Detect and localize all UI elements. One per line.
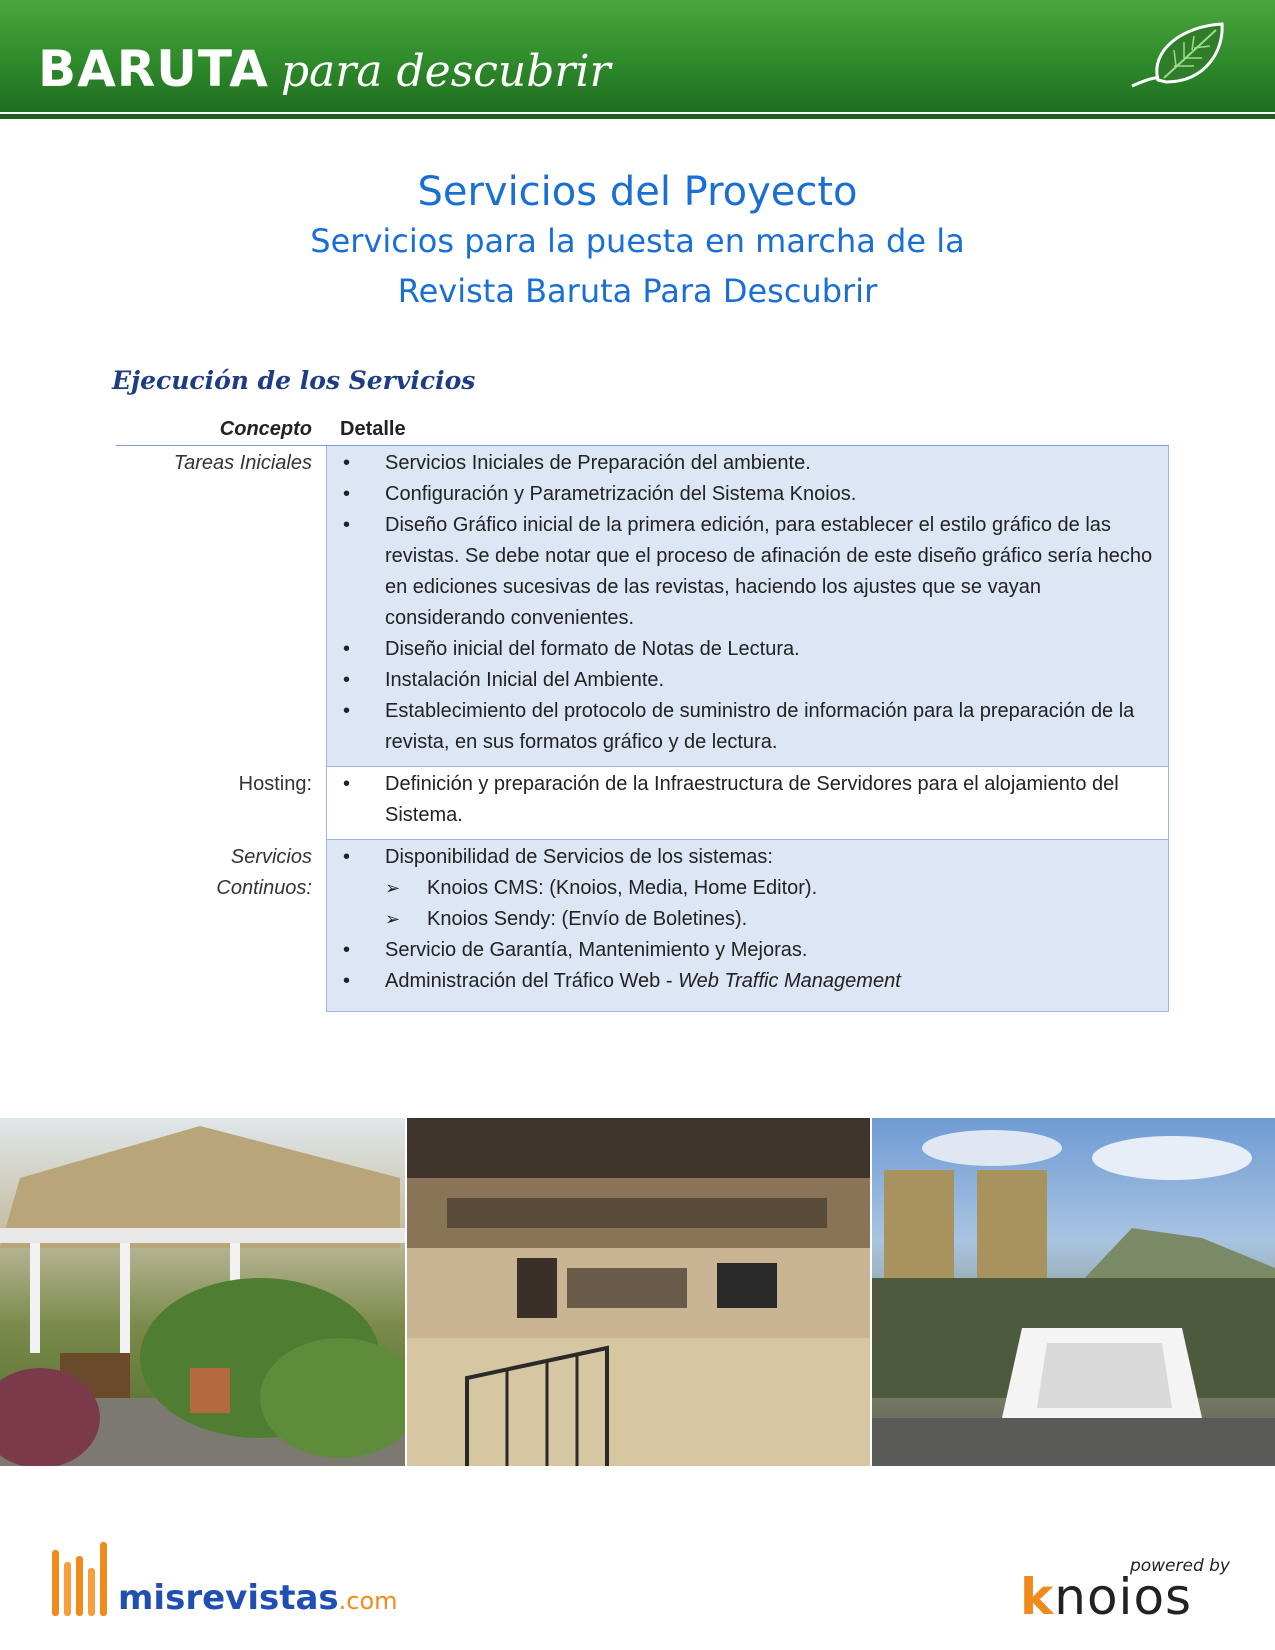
- brand-title: [38, 40, 611, 98]
- table-row: [116, 840, 1169, 1012]
- photo-strip: [0, 1118, 1275, 1466]
- brand-light: para descubrir: [280, 46, 611, 97]
- list-item: • Establecimiento del protocolo de suministro de información para la preparación de la revista, en sus formatos gráfico y de lectura.: [341, 696, 1156, 758]
- amphitheater-city-photo: [872, 1118, 1275, 1466]
- header-detalle: Detalle: [340, 418, 406, 440]
- list-item: • Definición y preparación de la Infraestructura de Servidores para el alojamiento del Sistema.: [341, 769, 1156, 831]
- garden-pavilion-photo: [0, 1118, 405, 1466]
- brand-strong: BARUTA: [38, 40, 269, 98]
- detail-cell: [326, 839, 1169, 1012]
- table-row: [116, 446, 1169, 767]
- sub-list: [385, 873, 1156, 935]
- misrevistas-logo: [50, 1538, 430, 1618]
- bars-icon: [50, 1538, 112, 1618]
- list-item: • Diseño inicial del formato de Notas de Lectura.: [341, 634, 1156, 665]
- header-rule: [0, 114, 1275, 119]
- knoios-rest: noios: [1054, 1568, 1193, 1626]
- wordmark-revistas: revistas: [185, 1578, 339, 1618]
- sub-list-item: ➢ Knoios Sendy: (Envío de Boletines).: [385, 904, 1156, 935]
- concept-line: Servicios: [230, 846, 312, 868]
- subtitle-line-2: Revista Baruta Para Descubrir: [397, 272, 878, 310]
- concept-cell: Hosting:: [238, 773, 312, 795]
- building-lobby-photo: [407, 1118, 870, 1466]
- title-block: [0, 168, 1275, 316]
- knoios-wordmark: [1020, 1568, 1192, 1626]
- list-item: • Servicio de Garantía, Mantenimiento y Mejoras.: [341, 935, 1156, 966]
- list-item: • Diseño Gráfico inicial de la primera edición, para establecer el estilo gráfico de las revistas. Se debe notar que el proceso de afinación de este diseño gráfico sería hecho en ediciones sucesivas de las revistas, haciendo los ajustes que se vayan considerando convenientes.: [341, 510, 1156, 634]
- table-header: [116, 416, 1169, 446]
- list-item: • Servicios Iniciales de Preparación del ambiente.: [341, 448, 1156, 479]
- sub-list-item: ➢ Knoios CMS: (Knoios, Media, Home Editor).: [385, 873, 1156, 904]
- list-item: • Instalación Inicial del Ambiente.: [341, 665, 1156, 696]
- powered-by-label: powered by: [1129, 1556, 1230, 1576]
- wordmark-com: .com: [338, 1587, 398, 1615]
- leaf-icon: [1128, 20, 1228, 94]
- table-row: [116, 767, 1169, 840]
- list-item: [341, 842, 1156, 935]
- concept-line: Continuos:: [216, 877, 312, 899]
- subtitle-line-1: Servicios para la puesta en marcha de la: [310, 222, 965, 260]
- list-item-text: Administración del Tráfico Web -: [385, 970, 679, 992]
- concept-cell: [116, 840, 326, 1012]
- header-concepto: Concepto: [219, 418, 312, 440]
- list-item: • Configuración y Parametrización del Sistema Knoios.: [341, 479, 1156, 510]
- list-item: [341, 966, 1156, 997]
- detail-cell: [326, 445, 1169, 767]
- knoios-k: k: [1020, 1568, 1055, 1626]
- wordmark-mis: mis: [118, 1578, 186, 1618]
- knoios-logo: [1020, 1556, 1230, 1626]
- list-item-text: Disponibilidad de Servicios de los sistemas:: [385, 846, 773, 868]
- list-item-italic: Web Traffic Management: [678, 970, 901, 992]
- page-title: Servicios del Proyecto: [417, 169, 858, 215]
- concept-cell: Tareas Iniciales: [173, 452, 312, 474]
- services-table: [116, 416, 1169, 1012]
- detail-cell: [326, 766, 1169, 840]
- header-banner: [0, 0, 1275, 112]
- misrevistas-wordmark: [118, 1578, 398, 1618]
- section-heading: Ejecución de los Servicios: [112, 366, 476, 395]
